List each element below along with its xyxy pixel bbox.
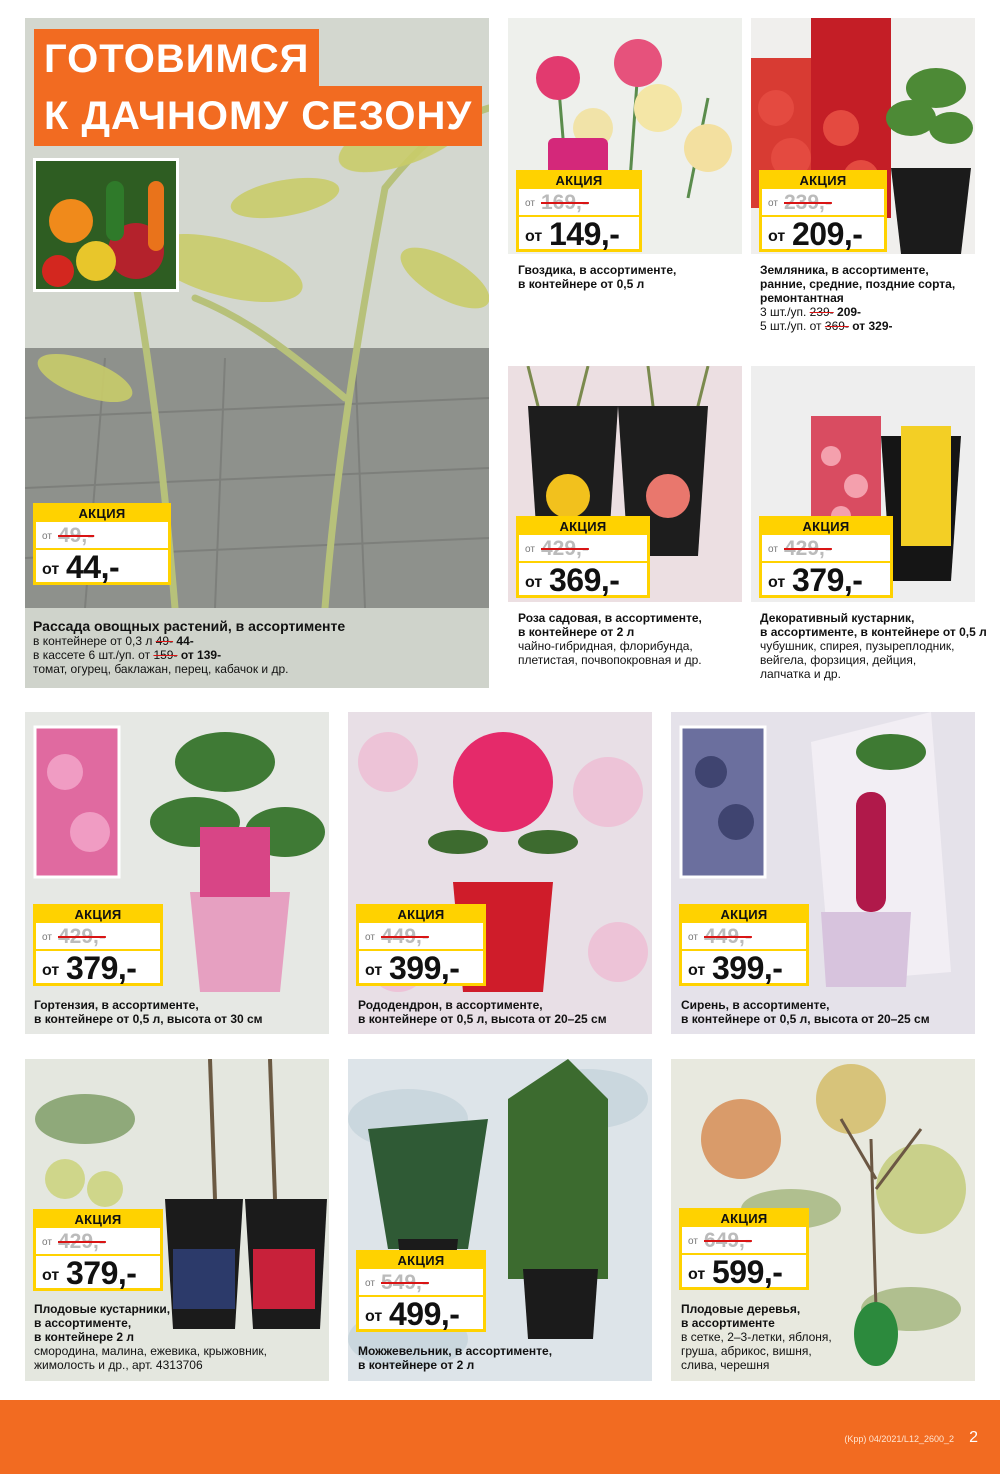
new-price: 399,- bbox=[389, 950, 460, 986]
juniper-description: Можжевельник, в ассортименте, в контейнере от 2 л bbox=[358, 1344, 553, 1372]
promo-label: АКЦИЯ bbox=[359, 1253, 483, 1269]
rose-description: Роза садовая, в ассортименте, в контейнере от 2 л чайно-гибридная, флорибунда, плетистая, почвопокровная и др. bbox=[518, 611, 702, 667]
ot-label: от bbox=[42, 531, 52, 542]
product-name: Рассада овощных растений, в ассортименте bbox=[33, 618, 346, 634]
promo-label: АКЦИЯ bbox=[519, 519, 647, 535]
new-price: 379,- bbox=[66, 950, 137, 986]
ot-label: от bbox=[365, 1308, 383, 1325]
ot-label: от bbox=[525, 574, 543, 591]
fruit-trees-description: Плодовые деревья, в ассортименте в сетке, 2–3-летки, яблоня, груша, абрикос, вишня, слива, черешня bbox=[681, 1302, 832, 1372]
new-price: 399,- bbox=[712, 950, 783, 986]
ot-label: от bbox=[768, 228, 786, 245]
old-price: 429,- bbox=[58, 1230, 106, 1253]
ot-label: от bbox=[525, 544, 535, 555]
ot-label: от bbox=[365, 932, 375, 943]
ot-label: от bbox=[525, 198, 535, 209]
promo-label: АКЦИЯ bbox=[359, 907, 483, 923]
ot-label: от bbox=[768, 574, 786, 591]
promo-label: АКЦИЯ bbox=[36, 907, 160, 923]
vegetables-inset bbox=[33, 158, 179, 292]
lilac-price-box bbox=[679, 904, 809, 986]
strawberry-description: Земляника, в ассортименте, ранние, средние, поздние сорта, ремонтантная 3 шт./уп. 239- 209- 5 шт./уп. от 369- от 329- bbox=[760, 263, 956, 333]
berries-price-box bbox=[33, 1209, 163, 1291]
ot-label: от bbox=[688, 1236, 698, 1247]
old-price: 429,- bbox=[58, 925, 106, 948]
old-price: 449,- bbox=[381, 925, 429, 948]
hero-title-line1: ГОТОВИМСЯ bbox=[34, 29, 319, 89]
new-price: 599,- bbox=[712, 1254, 783, 1290]
ot-label: от bbox=[42, 1237, 52, 1248]
ot-label: от bbox=[365, 1278, 375, 1289]
new-price: 499,- bbox=[389, 1296, 460, 1332]
hero-description: Рассада овощных растений, в ассортименте в контейнере от 0,3 л 49- 44- в кассете 6 шт./уп. от 159- от 139- томат, огурец, баклажан, перец, кабачок и др. bbox=[33, 618, 473, 676]
ot-label: от bbox=[42, 1267, 60, 1284]
old-price: 449,- bbox=[704, 925, 752, 948]
promo-label: АКЦИЯ bbox=[36, 506, 168, 522]
hero-price-box bbox=[33, 503, 171, 585]
ot-label: от bbox=[768, 198, 778, 209]
rose-price-box bbox=[516, 516, 650, 598]
promo-label: АКЦИЯ bbox=[762, 519, 890, 535]
old-price: 429,- bbox=[784, 537, 832, 560]
hydrangea-price-box bbox=[33, 904, 163, 986]
old-price: 429,- bbox=[541, 537, 589, 560]
new-price: 369,- bbox=[549, 562, 620, 598]
shrub-description: Декоративный кустарник, в ассортименте, в контейнере от 0,5 л чубушник, спирея, пузыреплодник, вейгела, форзиция, дейция, лапчатка и др. bbox=[760, 611, 987, 681]
shrub-price-box bbox=[759, 516, 893, 598]
ot-label: от bbox=[42, 561, 60, 578]
lilac-description: Сирень, в ассортименте, в контейнере от 0,5 л, высота от 20–25 см bbox=[681, 998, 930, 1026]
hero-title-line2: К ДАЧНОМУ СЕЗОНУ bbox=[34, 86, 482, 146]
ot-label: от bbox=[768, 544, 778, 555]
ot-label: от bbox=[688, 962, 706, 979]
rhododendron-price-box bbox=[356, 904, 486, 986]
catalog-code: (Kpp) 04/2021/L12_2600_2 bbox=[844, 1434, 954, 1444]
strawberry-price-box bbox=[759, 170, 887, 252]
promo-label: АКЦИЯ bbox=[682, 1211, 806, 1227]
hydrangea-description: Гортензия, в ассортименте, в контейнере от 0,5 л, высота от 30 см bbox=[34, 998, 263, 1026]
promo-label: АКЦИЯ bbox=[519, 173, 639, 189]
new-price: 149,- bbox=[549, 216, 620, 252]
promo-label: АКЦИЯ bbox=[762, 173, 884, 189]
ot-label: от bbox=[525, 228, 543, 245]
ot-label: от bbox=[42, 932, 52, 943]
promo-label: АКЦИЯ bbox=[682, 907, 806, 923]
promo-label: АКЦИЯ bbox=[36, 1212, 160, 1228]
ot-label: от bbox=[688, 1266, 706, 1283]
new-price: 209,- bbox=[792, 216, 863, 252]
ot-label: от bbox=[365, 962, 383, 979]
old-price: 169,- bbox=[541, 191, 589, 214]
carnation-price-box bbox=[516, 170, 642, 252]
old-price: 49,- bbox=[58, 524, 95, 547]
berries-description: Плодовые кустарники, в ассортименте, в контейнере 2 л смородина, малина, ежевика, крыжовник, жимолость и др., арт. 4313706 bbox=[34, 1302, 267, 1372]
new-price: 44,- bbox=[66, 549, 120, 585]
old-price: 549,- bbox=[381, 1271, 429, 1294]
ot-label: от bbox=[42, 962, 60, 979]
fruit-trees-price-box bbox=[679, 1208, 809, 1290]
footer-bar bbox=[0, 1400, 1000, 1474]
page-number: 2 bbox=[969, 1429, 978, 1446]
ot-label: от bbox=[688, 932, 698, 943]
juniper-price-box bbox=[356, 1250, 486, 1332]
new-price: 379,- bbox=[66, 1255, 137, 1291]
old-price: 649,- bbox=[704, 1229, 752, 1252]
old-price: 239,- bbox=[784, 191, 832, 214]
new-price: 379,- bbox=[792, 562, 863, 598]
carnation-description: Гвоздика, в ассортименте, в контейнере от 0,5 л bbox=[518, 263, 677, 291]
rhododendron-description: Рододендрон, в ассортименте, в контейнере от 0,5 л, высота от 20–25 см bbox=[358, 998, 607, 1026]
